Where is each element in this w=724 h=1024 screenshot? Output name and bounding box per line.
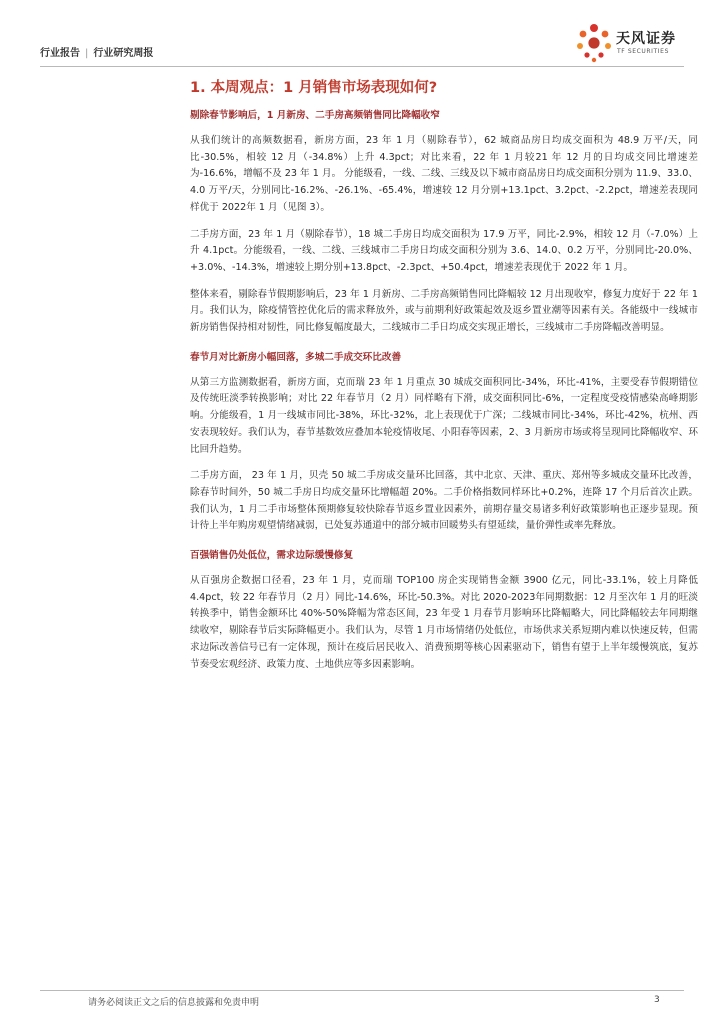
footer-divider xyxy=(40,990,684,991)
report-body xyxy=(190,72,698,683)
logo-name: 天风证券 xyxy=(616,31,676,47)
section-block-3 xyxy=(190,545,698,673)
section-block-2 xyxy=(190,347,698,535)
subheading: 剔除春节影响后，1 月新房、二手房高频销售同比降幅收窄 xyxy=(190,110,440,121)
breadcrumb-report-type: 行业报告 xyxy=(40,48,80,59)
breadcrumb-separator: | xyxy=(85,48,89,59)
section-block-1 xyxy=(190,105,698,337)
subheading: 春节月对比新房小幅回落，多城二手成交环比改善 xyxy=(190,351,402,363)
paragraph: 从百强房企数据口径看，23 年 1 月，克而瑞 TOP100 房企实现销售金额 3900 亿元，同比-33.1%，较上月降低 4.4pct，较 22 年春节月（2 月）同比-14.6%，环比-50.3%。对比 2020-2023年同期数据：12 月至次年 1 月的旺淡转换季中，销售金额环比 40%-50%降幅为常态区间，23 年受 1 月春节月影响环比降幅略大，同比降幅较去年同期继续收窄，剔除春节后实际降幅更小。我们认为，尽管 1 月市场情绪仍处低位，市场供求关系短期内难以快速反转，但需求边际改善信号已有一定体现，预计在疫后居民收入、消费预期等核心因素驱动下，销售有望于上半年缓慢筑底，复苏节奏受宏观经济、政策力度、土地供应等多因素影响。 xyxy=(190,575,698,670)
header-divider xyxy=(40,66,684,67)
paragraph: 从我们统计的高频数据看，新房方面，23 年 1 月（剔除春节），62 城商品房日均成交面积为 48.9 万平/天，同比-30.5%，相较 12 月（-34.8%）上升 4.3pct；对比来看，22 年 1 月较21 年 12 月的日均成交同比增速差为-16.6%，增幅不及 23 年 1 月。 分能级看，一线、二线、三线及以下城市商品房日均成交面积分别为 11.9、33.0、4.0 万平/天，分别同比-16.2%、-26.1%、-65.4%，增速较 12 月分别+13.1pct、3.2pct、-2.2pct，增速差表现同样优于 2022年 1 月（见图 3）。 xyxy=(190,135,698,213)
paragraph: 从第三方监测数据看，新房方面，克而瑞 23 年 1 月重点 30 城成交面积同比-34%，环比-41%，主要受春节假期错位及传统旺淡季转换影响；对比 22 年春节月（2 月）同样略有下滑，成交面积同比-6%，一定程度受疫情感染高峰期影响。分能级看，1 月一线城市同比-38%，环比-32%，北上表现优于广深；二线城市同比-34%，环比-42%，杭州、西安表现较好。我们认为，春节基数效应叠加本轮疫情收尾、小阳春等因素，2、3 月新房市场或将呈现同比降幅收窄、环比回升趋势。 xyxy=(190,376,698,455)
breadcrumb xyxy=(40,44,153,59)
tf-securities-logo xyxy=(574,22,700,66)
page-header xyxy=(0,0,724,72)
paragraph: 二手房方面， 23 年 1 月，贝壳 50 城二手房成交量环比回落，其中北京、天津、重庆、郑州等多城成交量环比改善，除春节时间外，50 城二手房日均成交量环比增幅超 20%。二手价格指数同样环比+0.2%，连降 17 个月后首次止跌。我们认为，1 月二手市场整体预期修复较快除春节返乡置业因素外，前期存量交易诸多利好政策影响也正逐步显现。预计待上半年购房观望情绪减弱，已处复苏通道中的部分城市回暖势头有望延续，量价弹性或率先释放。 xyxy=(190,470,698,532)
page-number: 3 xyxy=(654,995,660,1005)
section-title: 1. 本周观点：1 月销售市场表现如何? xyxy=(190,80,438,96)
logo-subtitle: TF SECURITIES xyxy=(617,48,669,55)
subheading: 百强销售仍处低位，需求边际缓慢修复 xyxy=(190,550,354,562)
disclaimer-link[interactable]: 请务必阅读正文之后的信息披露和免责申明 xyxy=(88,998,260,1008)
paragraph: 二手房方面，23 年 1 月（剔除春节），18 城二手房日均成交面积为 17.9 万平，同比-2.9%，相较 12 月（-7.0%）上升 4.1pct。分能级看，一线、二线、三线城市二手房日均成交面积分别为 3.6、14.0、0.2 万平，分别同比-20.0%、+3.0%、-14.3%，增速较上期分别+13.8pct、-2.3pct、+50.4pct，增速差表现优于 2022 年 1 月。 xyxy=(190,228,698,273)
paragraph: 整体来看，剔除春节假期影响后，23 年 1 月新房、二手房高频销售同比降幅较 12 月出现收窄，修复力度好于 22 年 1 月。我们认为，除疫情管控优化后的需求释放外，或与前期利好政策起效及返乡置业潮等因素有关。各能级中一线城市新房销售保持相对韧性，同比修复幅度最大，二线城市二手日均成交实现正增长，三线城市二手房降幅改善明显。 xyxy=(190,288,698,334)
flower-logo-icon xyxy=(574,22,614,64)
breadcrumb-report-category: 行业研究周报 xyxy=(93,48,154,59)
